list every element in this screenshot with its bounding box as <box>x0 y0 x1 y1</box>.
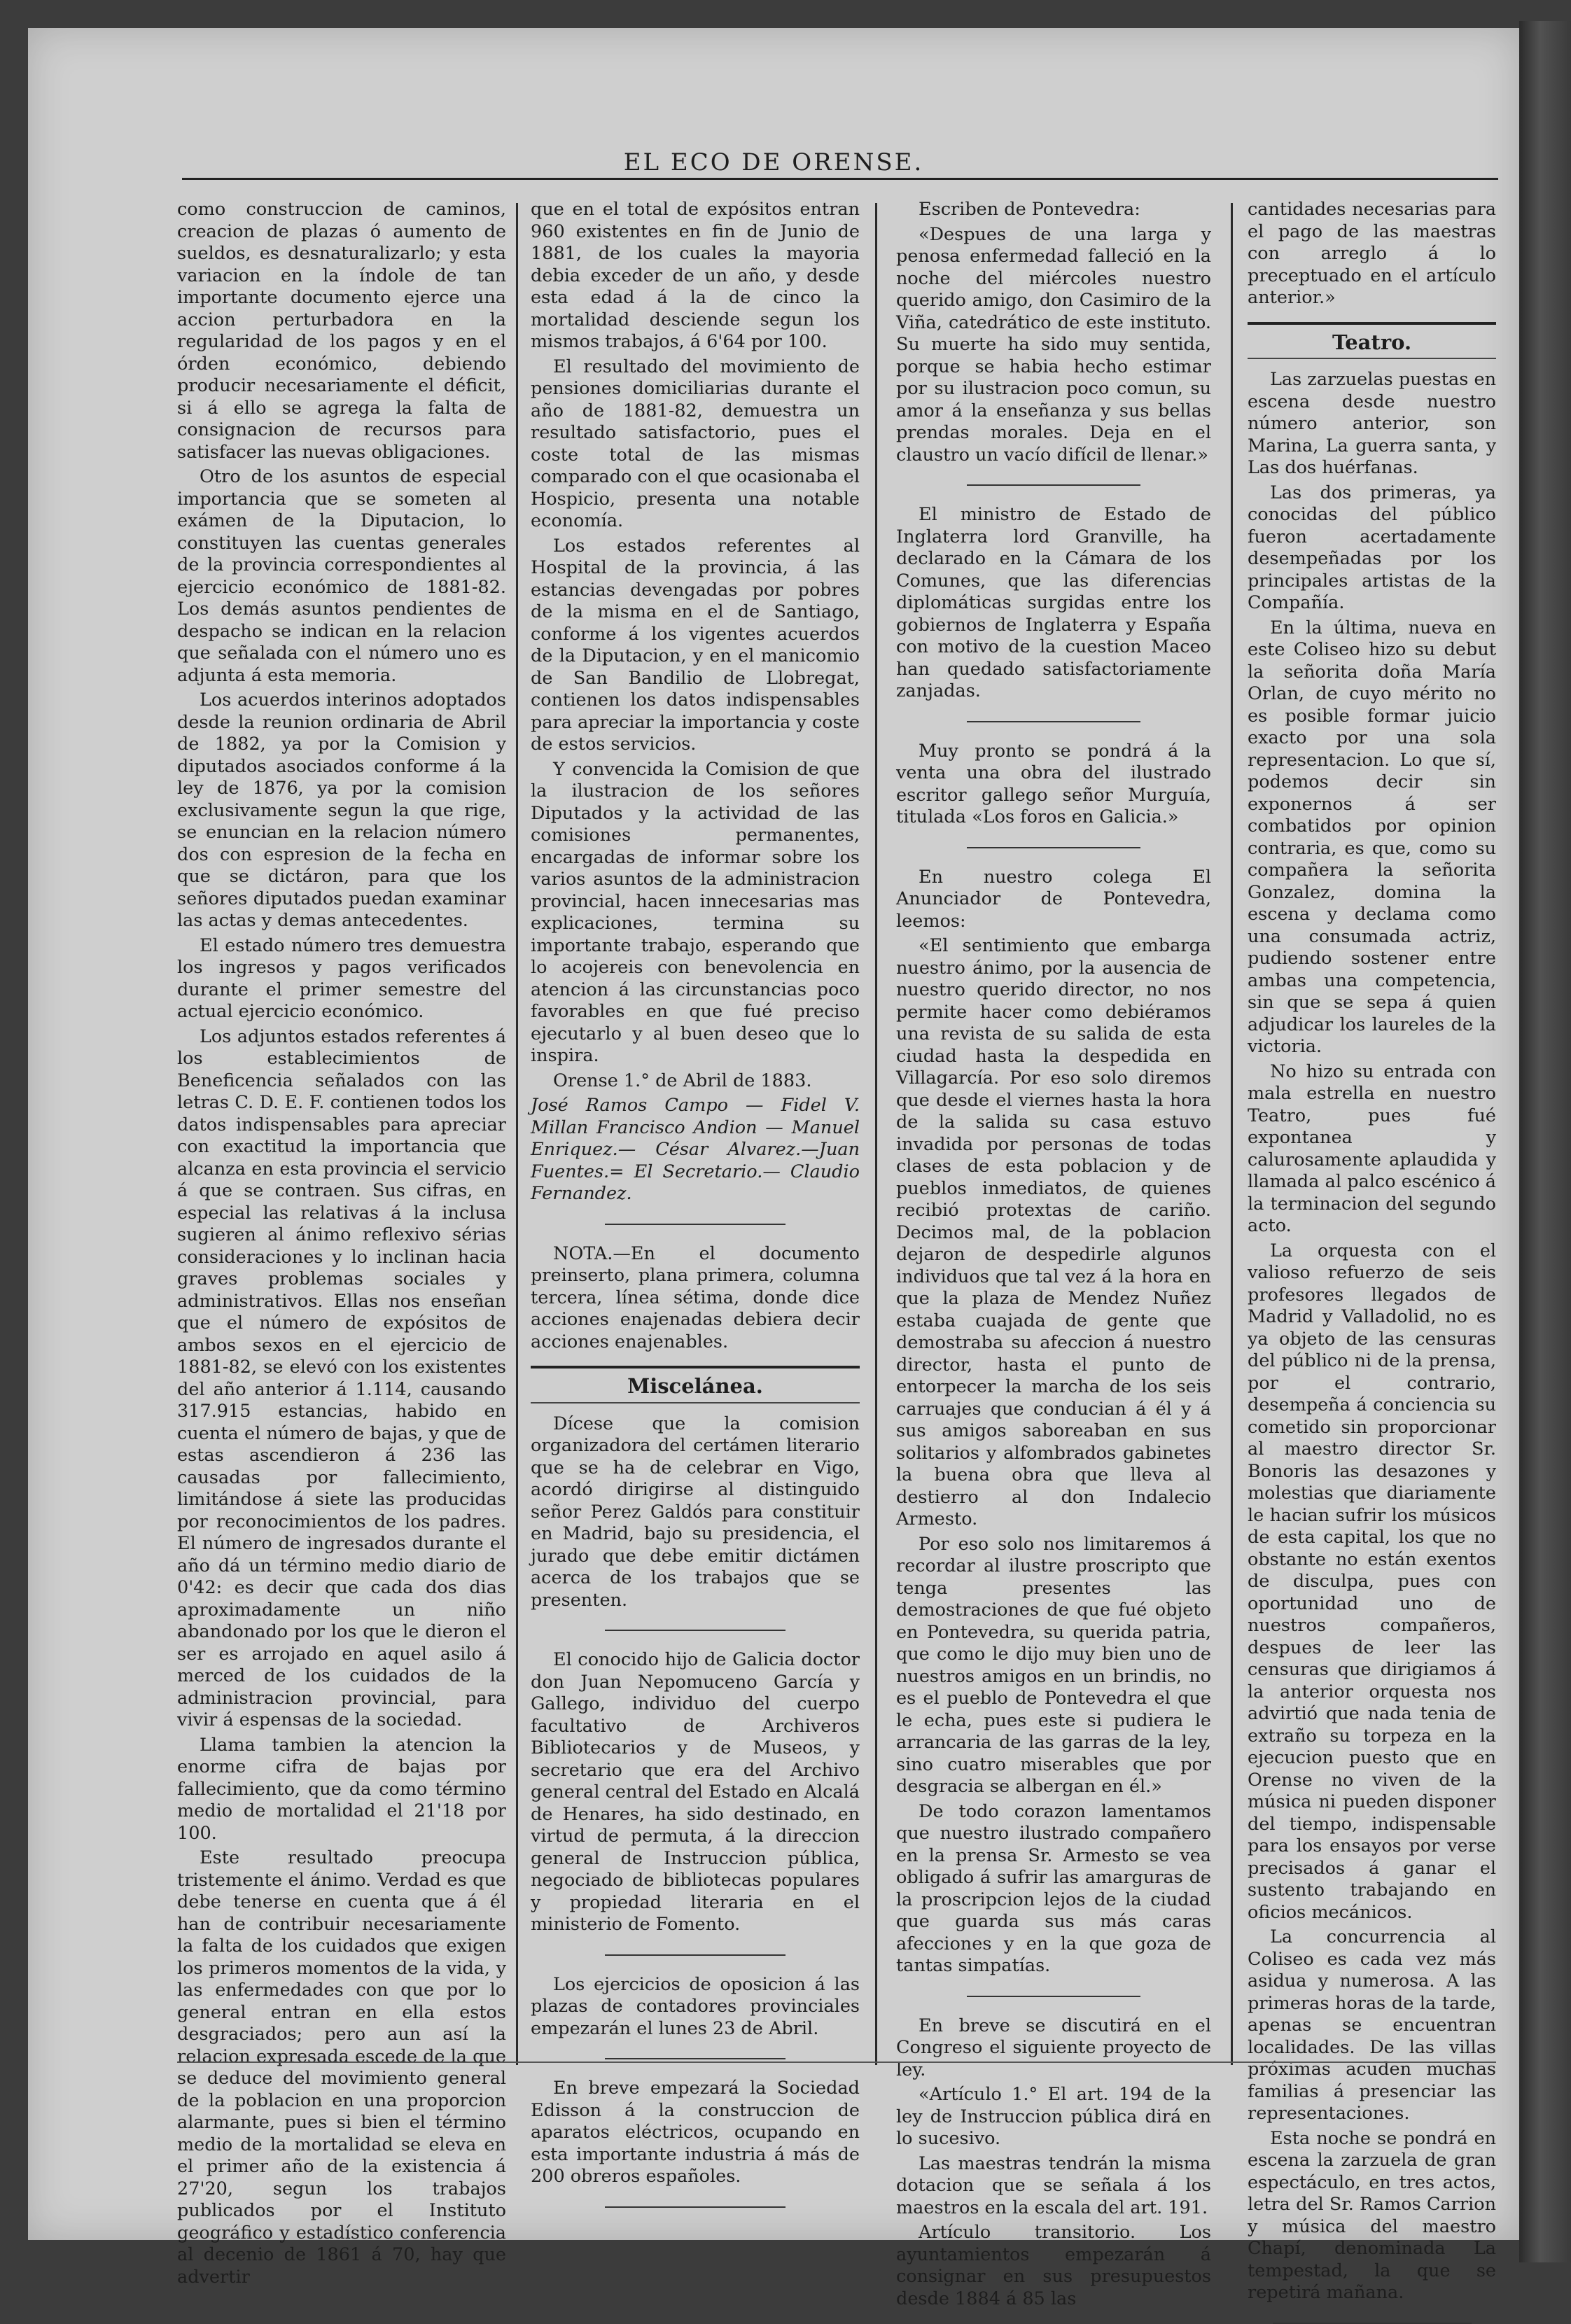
newspaper-page <box>28 28 1519 2309</box>
paragraph: «Artículo 1.° El art. 194 de la ley de Instruccion pública dirá en lo sucesivo. <box>896 2084 1211 2149</box>
paragraph: que en el total de expósitos entran 960 existentes en fin de Junio de 1881, de los cuales la mayoria debia exceder de un año, y desde esta edad á la de cinco la mortalidad desciende segun los mismos trabajos, á 6'64 por 100. <box>531 199 860 352</box>
page-edge <box>1519 21 1571 2262</box>
nota: NOTA.—En el documento preinserto, plana primera, columna tercera, línea sétima, donde dice acciones enajenadas debiera decir acciones enajenables. <box>531 1242 860 1352</box>
page-header-title: EL ECO DE ORENSE. <box>623 148 924 176</box>
signatures: José Ramos Campo — Fidel V. Millan Francisco Andion — Manuel Enriquez.— César Alvarez.—Juan Fuentes.= El Secretario.— Claudio Fernandez. <box>531 1095 860 1204</box>
paragraph: El estado número tres demuestra los ingresos y pagos verificados durante el primer semestre del actual ejercicio económico. <box>177 934 506 1022</box>
paragraph: En breve se discutirá en el Congreso el siguiente proyecto de ley. <box>896 2015 1211 2080</box>
header-rule <box>182 178 1498 180</box>
bottom-rule <box>177 2062 1496 2063</box>
column-divider <box>875 203 877 2065</box>
paragraph: como construccion de caminos, creacion de plazas ó aumento de sueldos, es desnaturalizarlo; y esta variacion en la índole de tan importante documento ejerce una accion perturbadora en la regularidad de los pagos y en el órden económico, debiendo producir necesariamente el déficit, si á ello se agrega la falta de consignacion de recursos para satisfacer las nuevas obligaciones. <box>177 199 506 463</box>
paragraph: En la última, nueva en este Coliseo hizo su debut la señorita doña María Orlan, de cuyo mérito no es posible formar juicio exacto por una sola representacion. Lo que sí, podemos decir sin exponernos á ser combatidos por opinion contraria, es que, como su compañera la señorita Gonzalez, domina la escena y declama como una consumada actriz, pudiendo sostener entre ambas una competencia, sin que se sepa á quien adjudicar los laureles de la victoria. <box>1248 617 1496 1057</box>
paragraph: Por eso solo nos limitaremos á recordar al ilustre proscripto que tenga presentes las demostraciones de que fué objeto en Pontevedra, su querida patria, que como le dijo muy bien uno de nuestros amigos en un brindis, no es el pueblo de Pontevedra el que le echa, pues este si pudiera le arrancaria de las garras de la ley, sino cuatro miserables que por desgracia se albergan en él.» <box>896 1533 1211 1797</box>
paragraph: Las maestras tendrán la misma dotacion que se señala á los maestros en la escala del art. 191. <box>896 2152 1211 2218</box>
paragraph: Esta noche se pondrá en escena la zarzuela de gran espectáculo, en tres actos, letra del Sr. Ramos Carrion y música del maestro Chapí, denominada La tempestad, la que se repetirá mañana. <box>1248 2127 1496 2303</box>
paragraph: Los adjuntos estados referentes á los establecimientos de Beneficencia señalados con las letras C. D. E. F. contienen todos los datos indispensables para apreciar con exactitud la importancia que alcanza en esta provincia el servicio á que se contraen. Sus cifras, en especial las relativas á la inclusa sugieren al ánimo reflexivo sérias consideraciones y lo inclinan hacia graves problemas sociales y administrativos. Ellas nos enseñan que el número de expósitos de ambos sexos en el ejercicio de 1881-82, se elevó con los existentes del año anterior á 1.114, causando 317.915 estancias, habido en cuenta el número de bajas, y que de estas ascendieron á 236 las causadas por fallecimiento, limitándose á siete las producidas por reconocimientos de los padres. El número de ingresados durante el año dá un término medio diario de 0'42: es decir que cada dos dias aproximadamente un niño abandonado por los que le dieron el ser es arrojado en aquel asilo á merced de los cuidados de la administracion provincial, para vivir á espensas de la sociedad. <box>177 1026 506 1730</box>
paragraph: Las zarzuelas puestas en escena desde nuestro número anterior, son Marina, La guerra santa, y Las dos huérfanas. <box>1248 369 1496 478</box>
news-item: Muy pronto se pondrá á la venta una obra del ilustrado escritor gallego señor Murguía, titulada «Los foros en Galicia.» <box>896 740 1211 827</box>
news-item: El ministro de Estado de Inglaterra lord Granville, ha declarado en la Cámara de los Comunes, que las diferencias diplomáticas surgidas entre los gobiernos de Inglaterra y España con motivo de la cuestion Maceo han quedado satisfactoriamente zanjadas. <box>896 504 1211 701</box>
separator <box>605 1954 786 1956</box>
column-3 <box>896 199 1211 2309</box>
news-item: El conocido hijo de Galicia doctor don Juan Nepomuceno García y Gallego, individuo del cuerpo facultativo de Archiveros Bibliotecarios y de Museos, y secretario que era del Archivo general central del Estado en Alcalá de Henares, ha sido destinado, en virtud de permuta, á la direccion general de Instruccion pública, negociado de bibliotecas populares y propiedad literaria en el ministerio de Fomento. <box>531 1649 860 1935</box>
paragraph: Escriben de Pontevedra: <box>919 199 1140 220</box>
paragraph: En nuestro colega El Anunciador de Pontevedra, leemos: <box>896 866 1211 932</box>
separator <box>605 1630 786 1631</box>
paragraph: Este resultado preocupa tristemente el ánimo. Verdad es que debe tenerse en cuenta que á él han de contribuir necesariamente la falta de los cuidados que exigen los primeros momentos de la vida, y las enfermedades con que por lo general entran en ella estos desgraciados; pero aun así la relacion expresada escede de la que se deduce del movimiento general de la poblacion en una proporcion alarmante, pues si bien el término medio de la mortalidad se eleva en el primer año de la existencia á 27'20, segun los trabajos publicados por el Instituto geográfico y estadístico conferencia al decenio de 1861 á 70, hay que advertir <box>177 1847 506 2288</box>
paragraph: cantidades necesarias para el pago de las maestras con arreglo á lo preceptuado en el artículo anterior.» <box>1248 199 1496 308</box>
separator <box>605 1224 786 1225</box>
column-4 <box>1248 199 1496 2303</box>
separator <box>1273 2323 1472 2324</box>
paragraph: «Despues de una larga y penosa enfermedad falleció en la noche del miércoles nuestro querido amigo, don Casimiro de la Viña, catedrático de este instituto. Su muerte ha sido muy sentida, porque se habia hecho estimar por su ilustracion poco comun, su amor á la enseñanza y sus bellas prendas morales. Deja en el claustro un vacío difícil de llenar.» <box>896 223 1211 465</box>
separator <box>967 721 1140 722</box>
section-title-teatro: Teatro. <box>1248 322 1496 360</box>
paragraph: Otro de los asuntos de especial importancia que se someten al exámen de la Diputacion, lo constituyen las cuentas generales de la provincia correspondientes al ejercicio económico de 1881-82. Los demás asuntos pendientes de despacho se indican en la relacion que señalada con el número uno es adjunta á esta memoria. <box>177 466 506 686</box>
paragraph: De todo corazon lamentamos que nuestro ilustrado compañero en la prensa Sr. Armesto se vea obligado á sufrir las amarguras de la proscripcion lejos de la ciudad que guarda sus más caras afecciones y en la que goza de tantas simpatías. <box>896 1800 1211 1976</box>
news-item: En breve empezará la Sociedad Edisson á la construccion de aparatos eléctricos, ocupando en esta importante industria á más de 200 obreros españoles. <box>531 2078 860 2187</box>
paragraph: El resultado del movimiento de pensiones domiciliarias durante el año de 1881-82, demuestra un resultado satisfactorio, pues el coste total de las mismas comparado con el que ocasionaba el Hospicio, presenta una notable economía. <box>531 356 860 531</box>
paragraph: Y convencida la Comision de que la ilustracion de los señores Diputados y la actividad de las comisiones permanentes, encargadas de informar sobre los varios asuntos de la administracion provincial, hacen innecesarias mas explicaciones, termina su importante trabajo, esperando que lo acojereis con benevolencia en atencion á las circunstancias poco favorables en que fué preciso ejecutarlo y al buen deseo que lo inspira. <box>531 758 860 1066</box>
separator <box>967 847 1140 848</box>
paragraph: La concurrencia al Coliseo es cada vez más asidua y numerosa. A las primeras horas de la tarde, apenas se encuentran localidades. De las villas próximas acuden muchas familias á presenciar las representaciones. <box>1248 1926 1496 2124</box>
paragraph: La orquesta con el valioso refuerzo de seis profesores llegados de Madrid y Valladolid, no es ya objeto de las censuras del público ni de la prensa, por el contrario, desempeña á conciencia su cometido sin proporcionar al maestro director Sr. Bonoris las desazones y molestias que diariamente le hacian sufrir los músicos de esta capital, los que no obstante no están exentos de disculpa, pues con oportunidad uno de nuestros compañeros, despues de leer las censuras que dirigiamos á la anterior orquesta nos advirtió que nada tenia de extraño su torpeza en la ejecucion puesto que en Orense no viven de la música ni pueden disponer del tiempo, indispensable para los ensayos por verse precisados á ganar el sustento trabajando en oficios mecánicos. <box>1248 1240 1496 1923</box>
paragraph: «El sentimiento que embarga nuestro ánimo, por la ausencia de nuestro querido director, no nos permite hacer como debiéramos una revista de su salida de esta ciudad hasta la despedida en Villagarcía. Por eso solo diremos que desde el viernes hasta la hora de la salida su casa estuvo invadida por personas de todas clases de esta poblacion y de pueblos inmediatos, de quienes recibió protextas de cariño. Decimos mal, de la poblacion dejaron de despedirle algunos individuos que tal vez á la hora en que la plaza de Mendez Nuñez estaba cuajada de gente que demostraba su afeccion á nuestro director, hasta el punto de entorpecer la marcha de los seis carruajes que conducian á él y á sus amigos saboreaban en sus solitarios y alfombrados gabinetes la buena obra que lleva al destierro al don Indalecio Armesto. <box>896 935 1211 1530</box>
paragraph: Las dos primeras, ya conocidas del público fueron acertadamente desempeñadas por los principales artistas de la Compañía. <box>1248 482 1496 613</box>
date-line: Orense 1.° de Abril de 1883. <box>553 1070 812 1091</box>
paragraph: Los estados referentes al Hospital de la provincia, á las estancias devengadas por pobres de la misma en el de Santiago, conforme á los vigentes acuerdos de la Diputacion, y en el manicomio de San Bandilio de Llobregat, contienen los datos indispensables para apreciar la importancia y coste de estos servicios. <box>531 535 860 755</box>
separator <box>967 484 1140 486</box>
column-divider <box>516 203 518 2065</box>
separator <box>605 2058 786 2059</box>
paragraph: Artículo transitorio. Los ayuntamientos empezarán á consignar en sus presupuestos desde 1884 á 85 las <box>896 2222 1211 2309</box>
news-item: Los ejercicios de oposicion á las plazas de contadores provinciales empezarán el lunes 23 de Abril. <box>531 1973 860 2039</box>
separator <box>967 1996 1140 1997</box>
column-1 <box>177 199 506 2288</box>
news-item: Dícese que la comision organizadora del certámen literario que se ha de celebrar en Vigo, acordó dirigirse al distinguido señor Perez Galdós para constituir en Madrid, bajo su presidencia, el jurado que debe emitir dictámen acerca de los trabajos que se presenten. <box>531 1413 860 1611</box>
paragraph: Los acuerdos interinos adoptados desde la reunion ordinaria de Abril de 1882, ya por la Comision y diputados asociados conforme á la ley de 1876, ya por la comision exclusivamente segun la que rige, se enuncian en la relacion número dos con espresion de la fecha en que se dictáron, para que los señores diputados puedan examinar las actas y demas antecedentes. <box>177 690 506 931</box>
column-divider <box>1231 203 1233 2065</box>
section-title-miscelanea: Miscelánea. <box>531 1366 860 1404</box>
column-2 <box>531 199 860 2187</box>
paragraph: Llama tambien la atencion la enorme cifra de bajas por fallecimiento, que da como término medio de mortalidad el 21'18 por 100. <box>177 1734 506 1844</box>
paragraph: No hizo su entrada con mala estrella en nuestro Teatro, pues fué expontanea y calurosamente aplaudida y llamada al palco escénico á la terminacion del segundo acto. <box>1248 1060 1496 1236</box>
separator <box>605 2206 786 2208</box>
